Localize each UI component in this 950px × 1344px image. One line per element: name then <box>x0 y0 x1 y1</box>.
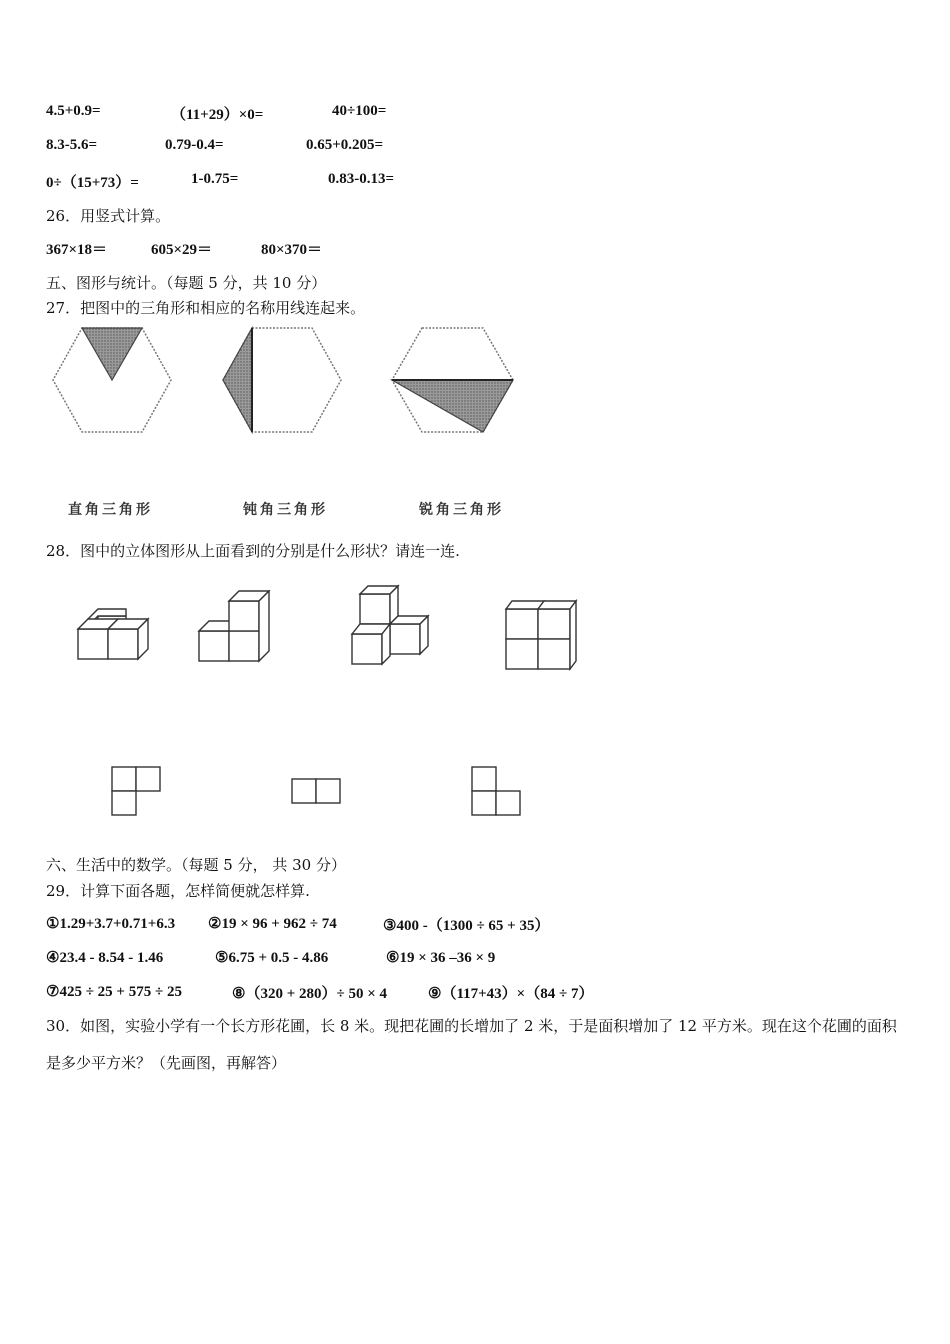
q29-title: 29．计算下面各题，怎样简便就怎样算. <box>46 882 310 900</box>
section-5-title: 五、图形与统计。（每题 5 分，共 10 分） <box>46 274 327 292</box>
q26-title: 26．用竖式计算。 <box>46 207 171 225</box>
calc-item: 0.83-0.13= <box>328 171 395 187</box>
simplify-item: ⑥19 × 36 –36 × 9 <box>386 950 496 966</box>
q27-title: 27．把图中的三角形和相应的名称用线连起来。 <box>46 299 366 317</box>
calc-item: 4.5+0.9= <box>46 103 101 119</box>
obtuse-triangle-shaded <box>223 328 252 432</box>
hexagon-figure-1 <box>50 325 175 437</box>
cube-solid-3 <box>348 584 434 668</box>
q28-title: 28．图中的立体图形从上面看到的分别是什么形状？请连一连. <box>46 542 460 560</box>
simplify-item: ①1.29+3.7+0.71+6.3 <box>46 916 176 932</box>
cube-solid-1 <box>74 604 154 664</box>
hexagon-figure-3 <box>389 325 517 437</box>
top-view-2 <box>290 777 344 805</box>
hexagon-figure-2 <box>219 325 344 437</box>
label-right-triangle: 直角三角形 <box>68 502 153 518</box>
section-6-title: 六、生活中的数学。（每题 5 分， 共 30 分） <box>46 856 346 874</box>
calc-item: 0.65+0.205= <box>306 137 384 153</box>
cube-solid-2 <box>196 590 272 666</box>
label-acute-triangle: 锐角三角形 <box>419 502 504 518</box>
simplify-item: ⑨（117+43）×（84 ÷ 7） <box>428 986 594 1002</box>
label-obtuse-triangle: 钝角三角形 <box>243 502 328 518</box>
top-view-1 <box>110 765 164 817</box>
simplify-item: ⑦425 ÷ 25 + 575 ÷ 25 <box>46 984 182 1000</box>
simplify-item: ③400 -（1300 ÷ 65 + 35） <box>383 918 550 934</box>
calc-item: 8.3-5.6= <box>46 137 98 153</box>
vertical-calc-item: 80×370＝ <box>261 242 323 258</box>
acute-triangle-shaded <box>392 380 513 432</box>
calc-item: 1-0.75= <box>191 171 239 187</box>
vertical-calc-item: 367×18＝ <box>46 242 108 258</box>
calc-item: 0.79-0.4= <box>165 137 224 153</box>
top-view-3 <box>470 765 524 817</box>
vertical-calc-item: 605×29＝ <box>151 242 213 258</box>
right-triangle-shaded <box>82 328 142 380</box>
calc-item: 0÷（15+73）= <box>46 175 139 191</box>
q30-text: 30．如图，实验小学有一个长方形花圃，长 8 米。现把花圃的长增加了 2 米，于是面积增加了 12 平方米。现在这个花圃的面积是多少平方米？（先画图，再解答） <box>46 1017 897 1072</box>
calc-item: 40÷100= <box>332 103 387 119</box>
cube-solid-4 <box>502 597 582 673</box>
simplify-item: ②19 × 96 + 962 ÷ 74 <box>208 916 337 932</box>
simplify-item: ⑧（320 + 280）÷ 50 × 4 <box>232 986 388 1002</box>
simplify-item: ④23.4 - 8.54 - 1.46 <box>46 950 164 966</box>
simplify-item: ⑤6.75 + 0.5 - 4.86 <box>215 950 329 966</box>
calc-item: （11+29）×0= <box>171 107 264 123</box>
